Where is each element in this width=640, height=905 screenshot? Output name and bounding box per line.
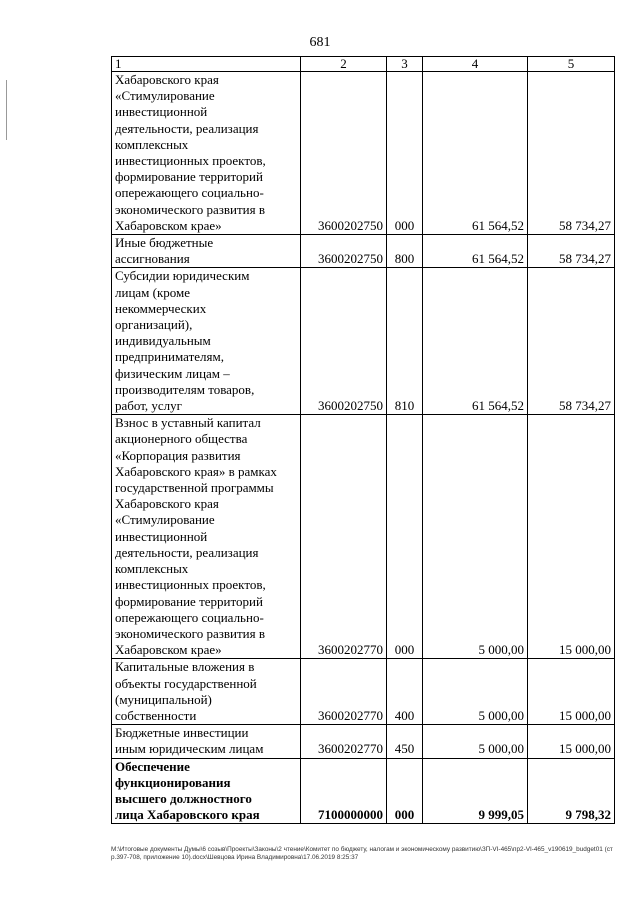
row-value-1: 5 000,00	[423, 659, 528, 725]
row-name	[112, 235, 301, 268]
header-col-4: 4	[423, 57, 528, 72]
row-code: 3600202770	[301, 725, 387, 758]
row-value-2: 58 734,27	[528, 268, 615, 415]
row-code: 3600202770	[301, 415, 387, 659]
row-type: 800	[387, 235, 423, 268]
row-name	[112, 268, 301, 415]
row-code: 3600202770	[301, 659, 387, 725]
row-value-2: 58 734,27	[528, 72, 615, 235]
row-name-text: Субсидии юридическим лицам (кроме некоммерческих организаций), индивидуальным предпринимателям, физическим лицам – производителям товаров, работ, услуг	[115, 268, 255, 414]
table-row	[112, 659, 615, 725]
row-name	[112, 725, 301, 758]
row-value-2: 9 798,32	[528, 758, 615, 824]
row-type: 400	[387, 659, 423, 725]
table-row	[112, 725, 615, 758]
table-row	[112, 268, 615, 415]
row-value-2: 15 000,00	[528, 415, 615, 659]
header-col-2: 2	[301, 57, 387, 72]
header-col-3: 3	[387, 57, 423, 72]
page-number: 681	[309, 35, 331, 50]
row-name-text: Иные бюджетные ассигнования	[115, 235, 214, 267]
row-name-text: Взнос в уставный капитал акционерного общества «Корпорация развития Хабаровского края» в рамках государственной программы Хабаровского края «Стимулирование инвестиционной деятельности, реализация комплексных инвестиционных проектов, формирование территорий опережающего социально- экономического развития в Хабаровском крае»	[115, 415, 277, 658]
header-col-5: 5	[528, 57, 615, 72]
row-name	[112, 72, 301, 235]
row-code: 7100000000	[301, 758, 387, 824]
row-name	[112, 758, 301, 824]
row-value-1: 9 999,05	[423, 758, 528, 824]
row-type: 000	[387, 72, 423, 235]
table-header-row	[112, 57, 615, 72]
row-code: 3600202750	[301, 72, 387, 235]
row-name-text: Обеспечение функционирования высшего должностного лица Хабаровского края	[115, 758, 260, 823]
row-name-text: Капитальные вложения в объекты государственной (муниципальной) собственности	[115, 659, 257, 723]
row-code: 3600202750	[301, 235, 387, 268]
row-code: 3600202750	[301, 268, 387, 415]
budget-table	[111, 56, 615, 824]
row-name-text: Хабаровского края «Стимулирование инвестиционной деятельности, реализация комплексных инвестиционных проектов, формирование территорий опережающего социально- экономического развития в Хабаровском крае»	[115, 72, 266, 233]
row-type: 810	[387, 268, 423, 415]
row-value-2: 15 000,00	[528, 659, 615, 725]
row-value-1: 61 564,52	[423, 72, 528, 235]
row-type: 000	[387, 758, 423, 824]
table-row	[112, 72, 615, 235]
row-value-2: 15 000,00	[528, 725, 615, 758]
table-row	[112, 235, 615, 268]
row-name	[112, 415, 301, 659]
row-value-2: 58 734,27	[528, 235, 615, 268]
header-col-1: 1	[112, 57, 301, 72]
row-value-1: 5 000,00	[423, 415, 528, 659]
row-value-1: 61 564,52	[423, 268, 528, 415]
row-value-1: 5 000,00	[423, 725, 528, 758]
row-type: 000	[387, 415, 423, 659]
row-name-text: Бюджетные инвестиции иным юридическим лицам	[115, 725, 264, 757]
table-row	[112, 415, 615, 659]
row-value-1: 61 564,52	[423, 235, 528, 268]
row-name	[112, 659, 301, 725]
document-path-footer: M:\Итоговые документы Думы\6 созыв\Проекты\Законы\2 чтение\Комитет по бюджету, налогам и экономическому развитию\ЗП-VI-465\пр2-VI-465_v190619_budget01 (стр.397-708, приложение 10).docx\Шевцова Ирина Владимировна\17.06.2019 8:25:37	[111, 846, 613, 861]
table-row	[112, 758, 615, 824]
scan-edge-mark	[6, 80, 7, 140]
row-type: 450	[387, 725, 423, 758]
